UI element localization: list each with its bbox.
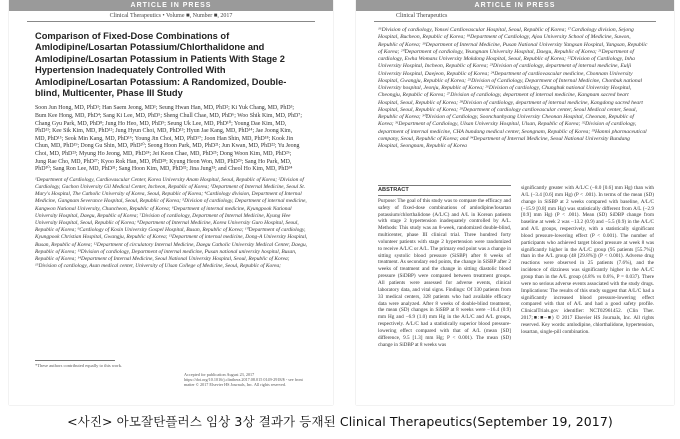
photo-caption: <사진> 아모잘탄플러스 임상 3상 결과가 등재된 Clinical Therapeutics(September 19, 2017) [67, 414, 613, 429]
abstract-text-left: Purpose: The goal of this study was to compare the efficacy and safety of fixed-dose combinations of amlodipine/losartan potassium/chlorthalidone (A/L/C) and A/L in Korean patients with stage 2 hypertension inadequately controlled by A/L. Methods: This study was an 8-week, randomized double-blind, multicenter, phase III clinical trial. Three hundred forty volunteer patients with stage 2 hypertension were randomized to receive A/L/C or A/L. The primary end point was a change in sitting systolic blood pressure (SiSBP) after 8 weeks of treatment. As secondary end points, the change in SiSBP after 2 weeks of treatment and the change in sitting diastolic blood pressure (SiDBP) were compared between treatment groups. All patients were assessed for adverse events, clinical laboratory data, and vital signs. Findings: Of 330 patients from 33 medical centers, 328 patients who had available efficacy data were analyzed. After 8 weeks of double-blind treatment, the mean (SD) changes in SiSBP at 8 weeks were −16.4 (0.9) mm Hg and −6.9 (1.0) mm Hg in the A/L/C and A/L groups, respectively. A/L/C had a statistically superior blood pressure-lowering effect compared with that of A/L (mean [SD] difference, 9.5 [1.3] mm Hg; P < 0.001). The mean (SD) change in SiDBP at 8 weeks was [378, 197, 511, 348]
footnote-rule [35, 360, 115, 361]
abstract-heading: ABSTRACT [378, 185, 511, 196]
footnote-area [35, 360, 313, 368]
publication-info: Accepted for publication August 23, 2017 https://doi.org/10.1016/j.clinthera.2017.08.015 0149-2918/$ - see front matter © 2017 Elsevier HS Journals, Inc. All rights reserved. [184, 372, 303, 387]
footnote: *These authors contributed equally to this work. [35, 363, 123, 368]
author-list: Soon Jun Hong, MD, PhD¹; Han Saem Jeong, MD¹; Seung Hwan Han, MD, PhD²; Ki Yuk Chang, MD, PhD³; Bum Kee Hong, MD, PhD⁴; Sang Ki Lee, MD, PhD⁵; Sheng Chull Chae, MD, PhD⁶; Woo Shik Kim, MD, PhD⁷; Chang Gyu Park, MD, PhD⁸; Jung Ho Heo, MD, PhD⁹; Seung Uk Lee, MD, PhD¹⁰; Young Dae Kim, MD, PhD¹¹; Kee Sik Kim, MD, PhD¹²; Jung Hyun Choi, MD, PhD¹³; Hyun Jae Kang, MD, PhD¹⁴; Jae Joong Kim, MD, PhD¹⁵; Seok Min Kang, MD, PhD¹⁶; Young Jin Choi, MD, PhD¹⁷; Joon Han Shin, MD, PhD¹⁸; Kook Jin Chun, MD, PhD¹⁹; Dong Gu Shin, MD, PhD²⁰; Seong Hoon Park, MD, PhD²¹; Jun Kwan, MD, PhD²²; Yu Jeong Choi, MD, PhD²³; Myung Ho Jeong, MD, PhD²⁴; Jei Keon Chae, MD, PhD²⁵; Dong Woon Kim, MD, PhD²⁶; Jung Rae Cho, MD, PhD²⁷; Kyoo Rok Han, MD, PhD²⁸; Kyung Heon Won, MD, PhD²⁹; Sang Ho Park, MD, PhD³⁰; Sang Ron Lee, MD, PhD³¹; Sang Hoon Kim, MD, PhD³²; Jina Jung³³; and Cheol Ho Kim, MD, PhD³⁴ [35, 105, 302, 173]
author-affiliations: ¹Department of Cardiology, Cardiovascular Center, Korea University Anam Hospital, Seoul, Republic of Korea; ²Division of Cardiology, Gachon University Gil Medical Center, Incheon, Republic of Korea; ³Department of Internal Medicine, Seoul St. Mary's Hospital, The Catholic University of Korea, Seoul, Republic of Korea; ⁴Cardiology division, Department of Internal Medicine, Gangnam Severance Hospital, Seoul, Republic of Korea; ⁵Division of cardiology, Department of internal medicine, Kangwon National University, Chuncheon, Republic of Korea; ⁶Department of internal medicine, Kyungpook National University Hospital, Daegu, Republic of Korea; ⁷Division of cardiology, Department of Internal Medicine, Kyung Hee University Hospital, Seoul, Republic of Korea; ⁸Department of Internal Medicine, Korea University Guro Hospital, Seoul, Republic of Korea; ⁹Cardiology of Kosin University Gospel Hospital, Busan, Republic of Korea; ¹⁰Department of cardiology, Kyungpook Christian Hospital, Gwangju, Republic of Korea; ¹¹Department of internal medicine, Dong-A University Hospital, Busan, Republic of Korea; ¹²Department of circulatory Internal Medicine, Daegu Catholic University Medical Center, Daegu, Republic of Korea; ¹³Division of cardiology, Department of internal medicine, Pusan national university hospital, Busan, Republic of Korea; ¹⁴Department of Internal Medicine, Seoul National University Hospital, Seoul, Republic of Korea; ¹⁵Division of cardiology, Asan medical center, University of Ulsan College of Medicine, Seoul, Republic of Korea; [35, 176, 308, 270]
abstract-column-right [521, 185, 654, 348]
running-head: Clinical Therapeutics • Volume ■, Number ■, 2017 [27, 11, 315, 22]
article-in-press-banner: ARTICLE IN PRESS [356, 0, 674, 11]
abstract-columns [378, 185, 654, 348]
running-head: Clinical Therapeutics [374, 11, 656, 22]
article-page-right [356, 0, 674, 405]
author-affiliations-continued: ¹⁶Division of cardiology, Yonsei Cardiovascular Hospital, Seoul, Republic of Korea; ¹⁷Cardiology division, Sejong Hospital, Bucheon, Republic of Korea; ¹⁸Department of Cardiology, Ajou University School of Medicine, Suwon, Republic of Korea; ¹⁹Department of Internal Medicine, Pusan National University Yangsan Hospital, Yangsan, Republic of Korea; ²⁰Department of cardiology, Yeungnam University Hospital, Daegu, Republic of Korea; ²¹Department of cardiology, Ewha Womans University Mokdong Hospital, Seoul, Republic of Korea; ²²Division of Cardiology, Inha University Hospital, Incheon, Republic of Korea; ²³Division of cardiology, department of internal medicine, Eulji University Hospital, Daejeon, Republic of Korea; ²⁴Department of cardiovascular medicine, Chonnam University Hospital, Gwangju, Republic of Korea; ²⁵Division of Cardiology, Department of Internal Medicine, Chonbuk national University hospital, Jeonju, Republic of Korea; ²⁶Division of cardiology, Chungbuk national University Hospital, Cheongju, Republic of Korea; ²⁷Division of cardiology, department of internal medicine, Kangnam sacred heart Hospital, Seoul, Republic of Korea; ²⁸Division of cardiology, department of internal medicine, Kangdong sacred heart Hospital, Seoul, Republic of Korea; ²⁹Department of cardiology cardiovascular center, Seoul Medical center, Seoul, Republic of Korea; ³⁰Division of Cardiology, Soonchunhyang University Cheonan Hospital, Cheonan, Republic of Korea; ³¹Department of Cardiology, Ulsan University Hospital, Ulsan, Republic of Korea; ³²Division of cardiology, department of internal medicine, CHA bundang medical center, Seongnam, Republic of Korea; ³³Hanmi pharmaceutical company, Seoul, Republic of Korea; and ³⁴Department of Internal Medicine, Seoul National University Bundang Hospital, Seongnam, Republic of Korea [378, 27, 648, 149]
abstract-text-right: significantly greater with A/L/C (−8.0 [0.6] mm Hg) than with A/L (−3.4 [0.6] mm Hg) (P < .001). In terms of the mean (SD) change in SiSBP at 2 weeks compared with baseline, A/L/C (−15.9 [0.8] mm Hg) was statistically different from A/L (−2.9 [0.9] mm Hg) (P < .001). Mean (SD) SiDBP change from baseline at week 2 was −13.2 (0.9) and −5.5 (0.9) in the A/L/C and A/L groups, respectively, with a statistically significant blood pressure-lowering effect (P < 0.001). The number of participants who achieved target blood pressure at week 8 was significantly higher in the A/L/C group (95 patients [55.7%]) than in the A/L group (48 [29.8%]) (P < 0.001). Adverse drug reactions were observed in 25 patients (7.6%), and the incidence of dizziness was significantly higher in the A/L/C group than in the A/L group (4.8% vs 0.6%, P = 0.037). There were no serious adverse events associated with the study drugs. Implications: The results of this study suggest that A/L/C had a significantly increased blood pressure-lowering effect compared with that of A/L and had a good safety profile. ClinicalTrials.gov identifier: NCT02961452. (Clin Ther. 2017;■:■–■) © 2017 Elsevier HS Journals, Inc. All rights reserved. Key words: amlodipine, chlorthalidone, hypertension, losartan, single-pill combination. [521, 185, 654, 335]
article-title: Comparison of Fixed-Dose Combinations of Amlodipine/Losartan Potassium/Chlorthalidone and Amlodipine/Losartan Potassium in Patients With Stage 2 Hypertension Inadequately Controlled With Amlodipine/Losartan Potassium: A Randomized, Double-blind, Multicenter, Phase III Study [35, 31, 287, 99]
article-page-left [9, 0, 333, 405]
abstract-column-left [378, 185, 511, 348]
article-in-press-banner: ARTICLE IN PRESS [9, 0, 333, 11]
